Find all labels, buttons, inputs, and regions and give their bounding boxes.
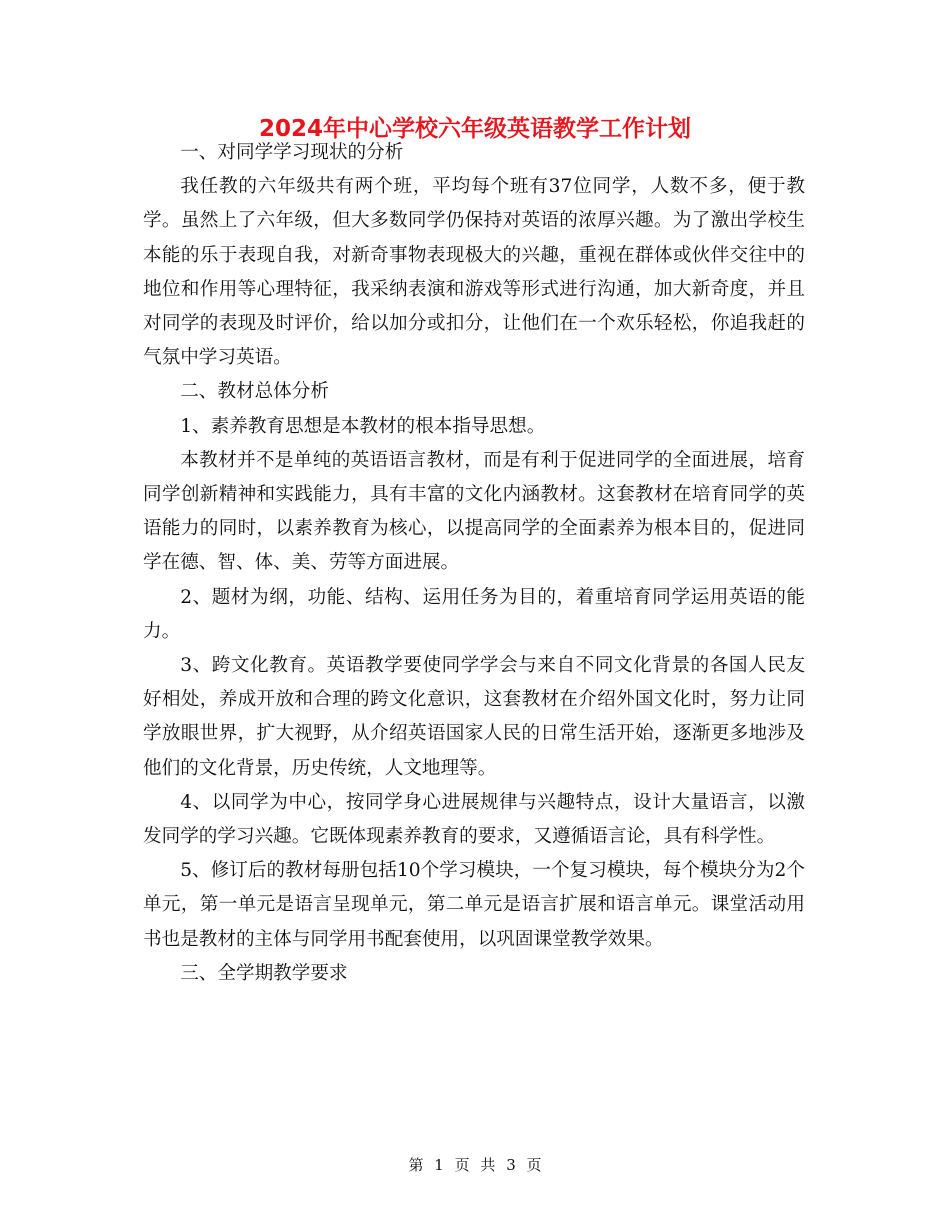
- section-heading: 二、教材总体分析: [180, 381, 329, 403]
- paragraph: 我任教的六年级共有两个班，平均每个班有37位同学，人数不多，便于教学。虽然上了六年级，但大多数同学仍保持对英语的浓厚兴趣。为了激出学校生本能的乐于表现自我，对新奇事物表现极大的兴趣，重视在群体或伙伴交往中的地位和作用等心理特征，我采纳表演和游戏等形式进行沟通，加大新奇度，并且对同学的表现及时评价，给以加分或扣分，让他们在一个欢乐轻松，你追我赶的气氛中学习英语。: [143, 176, 805, 369]
- paragraph: 4、以同学为中心，按同学身心进展规律与兴趣特点，设计大量语言，以激发同学的学习兴趣。它既体现素养教育的要求，又遵循语言论，具有科学性。: [143, 791, 805, 848]
- document-body: [143, 136, 805, 991]
- paragraph: 1、素养教育思想是本教材的根本指导思想。: [180, 415, 546, 437]
- footer-total-pages: 3: [506, 1156, 516, 1174]
- paragraph: 5、修订后的教材每册包括10个学习模块，一个复习模块，每个模块分为2个单元，第一单元是语言呈现单元，第二单元是语言扩展和语言单元。课堂活动用书也是教材的主体与同学用书配套使用，以巩固课堂教学效果。: [143, 860, 805, 950]
- paragraph: 2、题材为纲，功能、结构、运用任务为目的，着重培育同学运用英语的能力。: [143, 586, 805, 642]
- footer-mid: 页: [454, 1156, 470, 1174]
- paragraph: 3、跨文化教育。英语教学要使同学学会与来自不同文化背景的各国人民友好相处，养成开放和合理的跨文化意识，这套教材在介绍外国文化时，努力让同学放眼世界，扩大视野，从介绍英语国家人民的日常生活开始，逐渐更多地涉及他们的文化背景，历史传统，人文地理等。: [143, 655, 805, 779]
- footer-total-label: 共: [480, 1156, 496, 1174]
- document-title: 2024年中心学校六年级英语教学工作计划: [258, 116, 691, 142]
- footer-page-number: 1: [434, 1156, 444, 1174]
- footer-prefix: 第: [408, 1156, 424, 1174]
- footer-suffix: 页: [526, 1156, 542, 1174]
- paragraph: 本教材并不是单纯的英语语言教材，而是有利于促进同学的全面进展，培育同学创新精神和实践能力，具有丰富的文化内涵教材。这套教材在培育同学的英语能力的同时，以素养教育为核心，以提高同学的全面素养为根本目的，促进同学在德、智、体、美、劳等方面进展。: [143, 449, 805, 574]
- section-heading: 三、全学期教学要求: [180, 962, 348, 984]
- section-heading: 一、对同学学习现状的分析: [180, 142, 404, 163]
- page-footer: [0, 1155, 950, 1175]
